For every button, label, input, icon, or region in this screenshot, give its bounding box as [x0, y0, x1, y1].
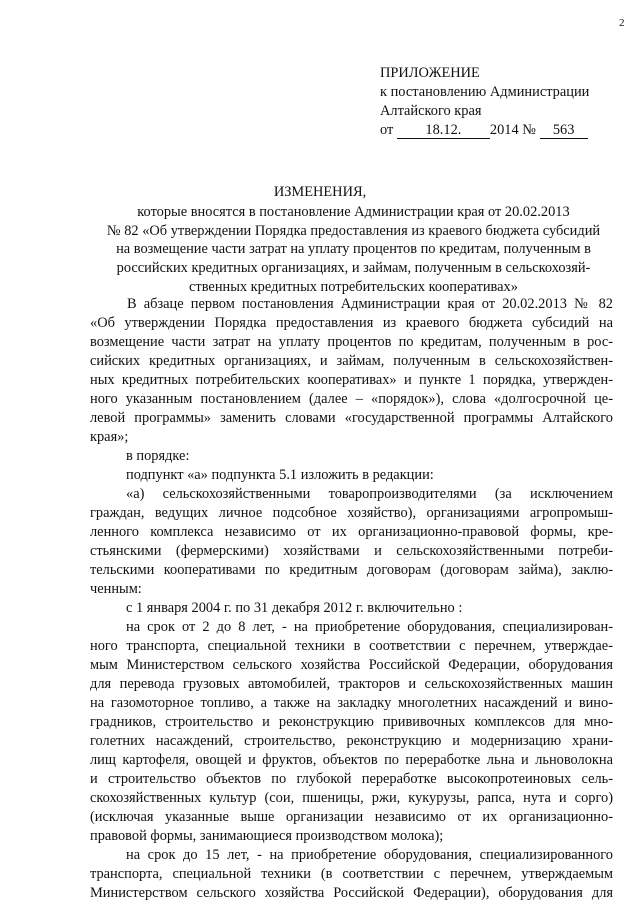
- appendix-heading: ПРИЛОЖЕНИЕ: [380, 65, 480, 81]
- body-line: тельскими кооперативами по кредитным договорам (договорам займа), заклю-: [90, 562, 613, 578]
- body-line: градников, строительство и реконструкцию прививочных комплексов для мно-: [90, 714, 613, 730]
- page-number: 2: [619, 17, 625, 29]
- body-line: граждан, ведущих личное подсобное хозяйство), организациями агропромыш-: [90, 505, 613, 521]
- body-line: левой программы» заменить словами «государственной программы Алтайского: [90, 410, 613, 426]
- body-line: мым Министерством сельского хозяйства Российской Федерации, оборудования: [90, 657, 613, 673]
- body-line: возмещение части затрат на уплату процентов по кредитам, полученным в рос-: [90, 334, 613, 350]
- subtitle-line: которые вносятся в постановление Администрации края от 20.02.2013: [137, 204, 570, 220]
- body-line: голетних насаждений, строительство, реконструкцию и модернизацию храни-: [90, 733, 613, 749]
- body-line: скохозяйственных культур (сои, пшеницы, ржи, кукурузы, рапса, нута и сорго): [90, 790, 613, 806]
- body-line: ченным:: [90, 581, 142, 597]
- body-line: с 1 января 2004 г. по 31 декабря 2012 г. включительно :: [126, 600, 463, 616]
- body-line: правовой формы, занимающиеся производством молока);: [90, 828, 444, 844]
- body-line: края»;: [90, 429, 129, 445]
- subtitle-line: № 82 «Об утверждении Порядка предоставления из краевого бюджета субсидий: [106, 222, 601, 239]
- body-line: Министерством сельского хозяйства Российской Федерации), оборудования для: [90, 885, 613, 901]
- subtitle-line: российских кредитных организациях, и займам, полученным в сельскохозяй-: [116, 260, 591, 277]
- document-subtitle: [90, 203, 617, 297]
- body-line: транспорта, специальной техники (в соответствии с перечнем, утверждаемым: [90, 866, 613, 882]
- body-line: на срок до 15 лет, - на приобретение оборудования, специализированного: [126, 847, 613, 863]
- appendix-date-prefix: от: [380, 122, 394, 138]
- appendix-date-line: [380, 121, 589, 140]
- appendix-date: 18.12.: [397, 122, 490, 139]
- appendix-line-2: к постановлению Администрации: [380, 84, 590, 100]
- body-line: стьянскими (фермерскими) хозяйствами и сельскохозяйственными потреби-: [90, 543, 613, 559]
- body-line: В абзаце первом постановления Администрации края от 20.02.2013 № 82: [127, 296, 613, 312]
- body-line: подпункт «а» подпункта 5.1 изложить в редакции:: [126, 467, 434, 483]
- body-line: ного транспорта, специальной техники в соответствии с перечнем, утверждае-: [90, 638, 613, 654]
- body-line: для перевода грузовых автомобилей, тракторов и сельскохозяйственных машин: [90, 676, 613, 692]
- body-line: «Об утверждении Порядка предоставления из краевого бюджета субсидий на: [90, 315, 613, 331]
- subtitle-line: ственных кредитных потребительских кооперативах»: [189, 278, 518, 295]
- appendix-line-3: Алтайского края: [380, 103, 482, 119]
- body-line: на срок от 2 до 8 лет, - на приобретение оборудования, специализирован-: [126, 619, 613, 635]
- body-line: сийских кредитных организациях, и займам, полученным в сельскохозяйствен-: [90, 353, 613, 369]
- body-line: на газомоторное топливо, а также на закладку многолетних насаждений и вино-: [90, 695, 613, 711]
- body-line: (исключая указанные выше организации независимо от их организационно-: [90, 809, 613, 825]
- subtitle-line: на возмещение части затрат на уплату процентов по кредитам, полученным в: [116, 241, 591, 258]
- body-line: ного указанным постановлением (далее – «порядок»), слова «долгосрочной це-: [90, 391, 613, 407]
- body-line: лищ картофеля, овощей и фруктов, объектов по переработке льна и льноволокна: [90, 752, 613, 768]
- body-line: ленного комплекса независимо от их организационно-правовой формы, кре-: [90, 524, 613, 540]
- body-line: «а) сельскохозяйственными товаропроизводителями (за исключением: [126, 486, 613, 502]
- body-line: и строительство объектов по глубокой переработке высокопротеиновых сель-: [90, 771, 613, 787]
- body-line: в порядке:: [126, 448, 190, 464]
- document-title: ИЗМЕНЕНИЯ,: [273, 184, 367, 200]
- appendix-year: 2014 №: [489, 122, 537, 138]
- appendix-block: [380, 64, 589, 140]
- body-line: ных кредитных потребительских кооперативах» и пункте 1 порядка, утвержден-: [90, 372, 613, 388]
- appendix-number: 563: [540, 122, 588, 139]
